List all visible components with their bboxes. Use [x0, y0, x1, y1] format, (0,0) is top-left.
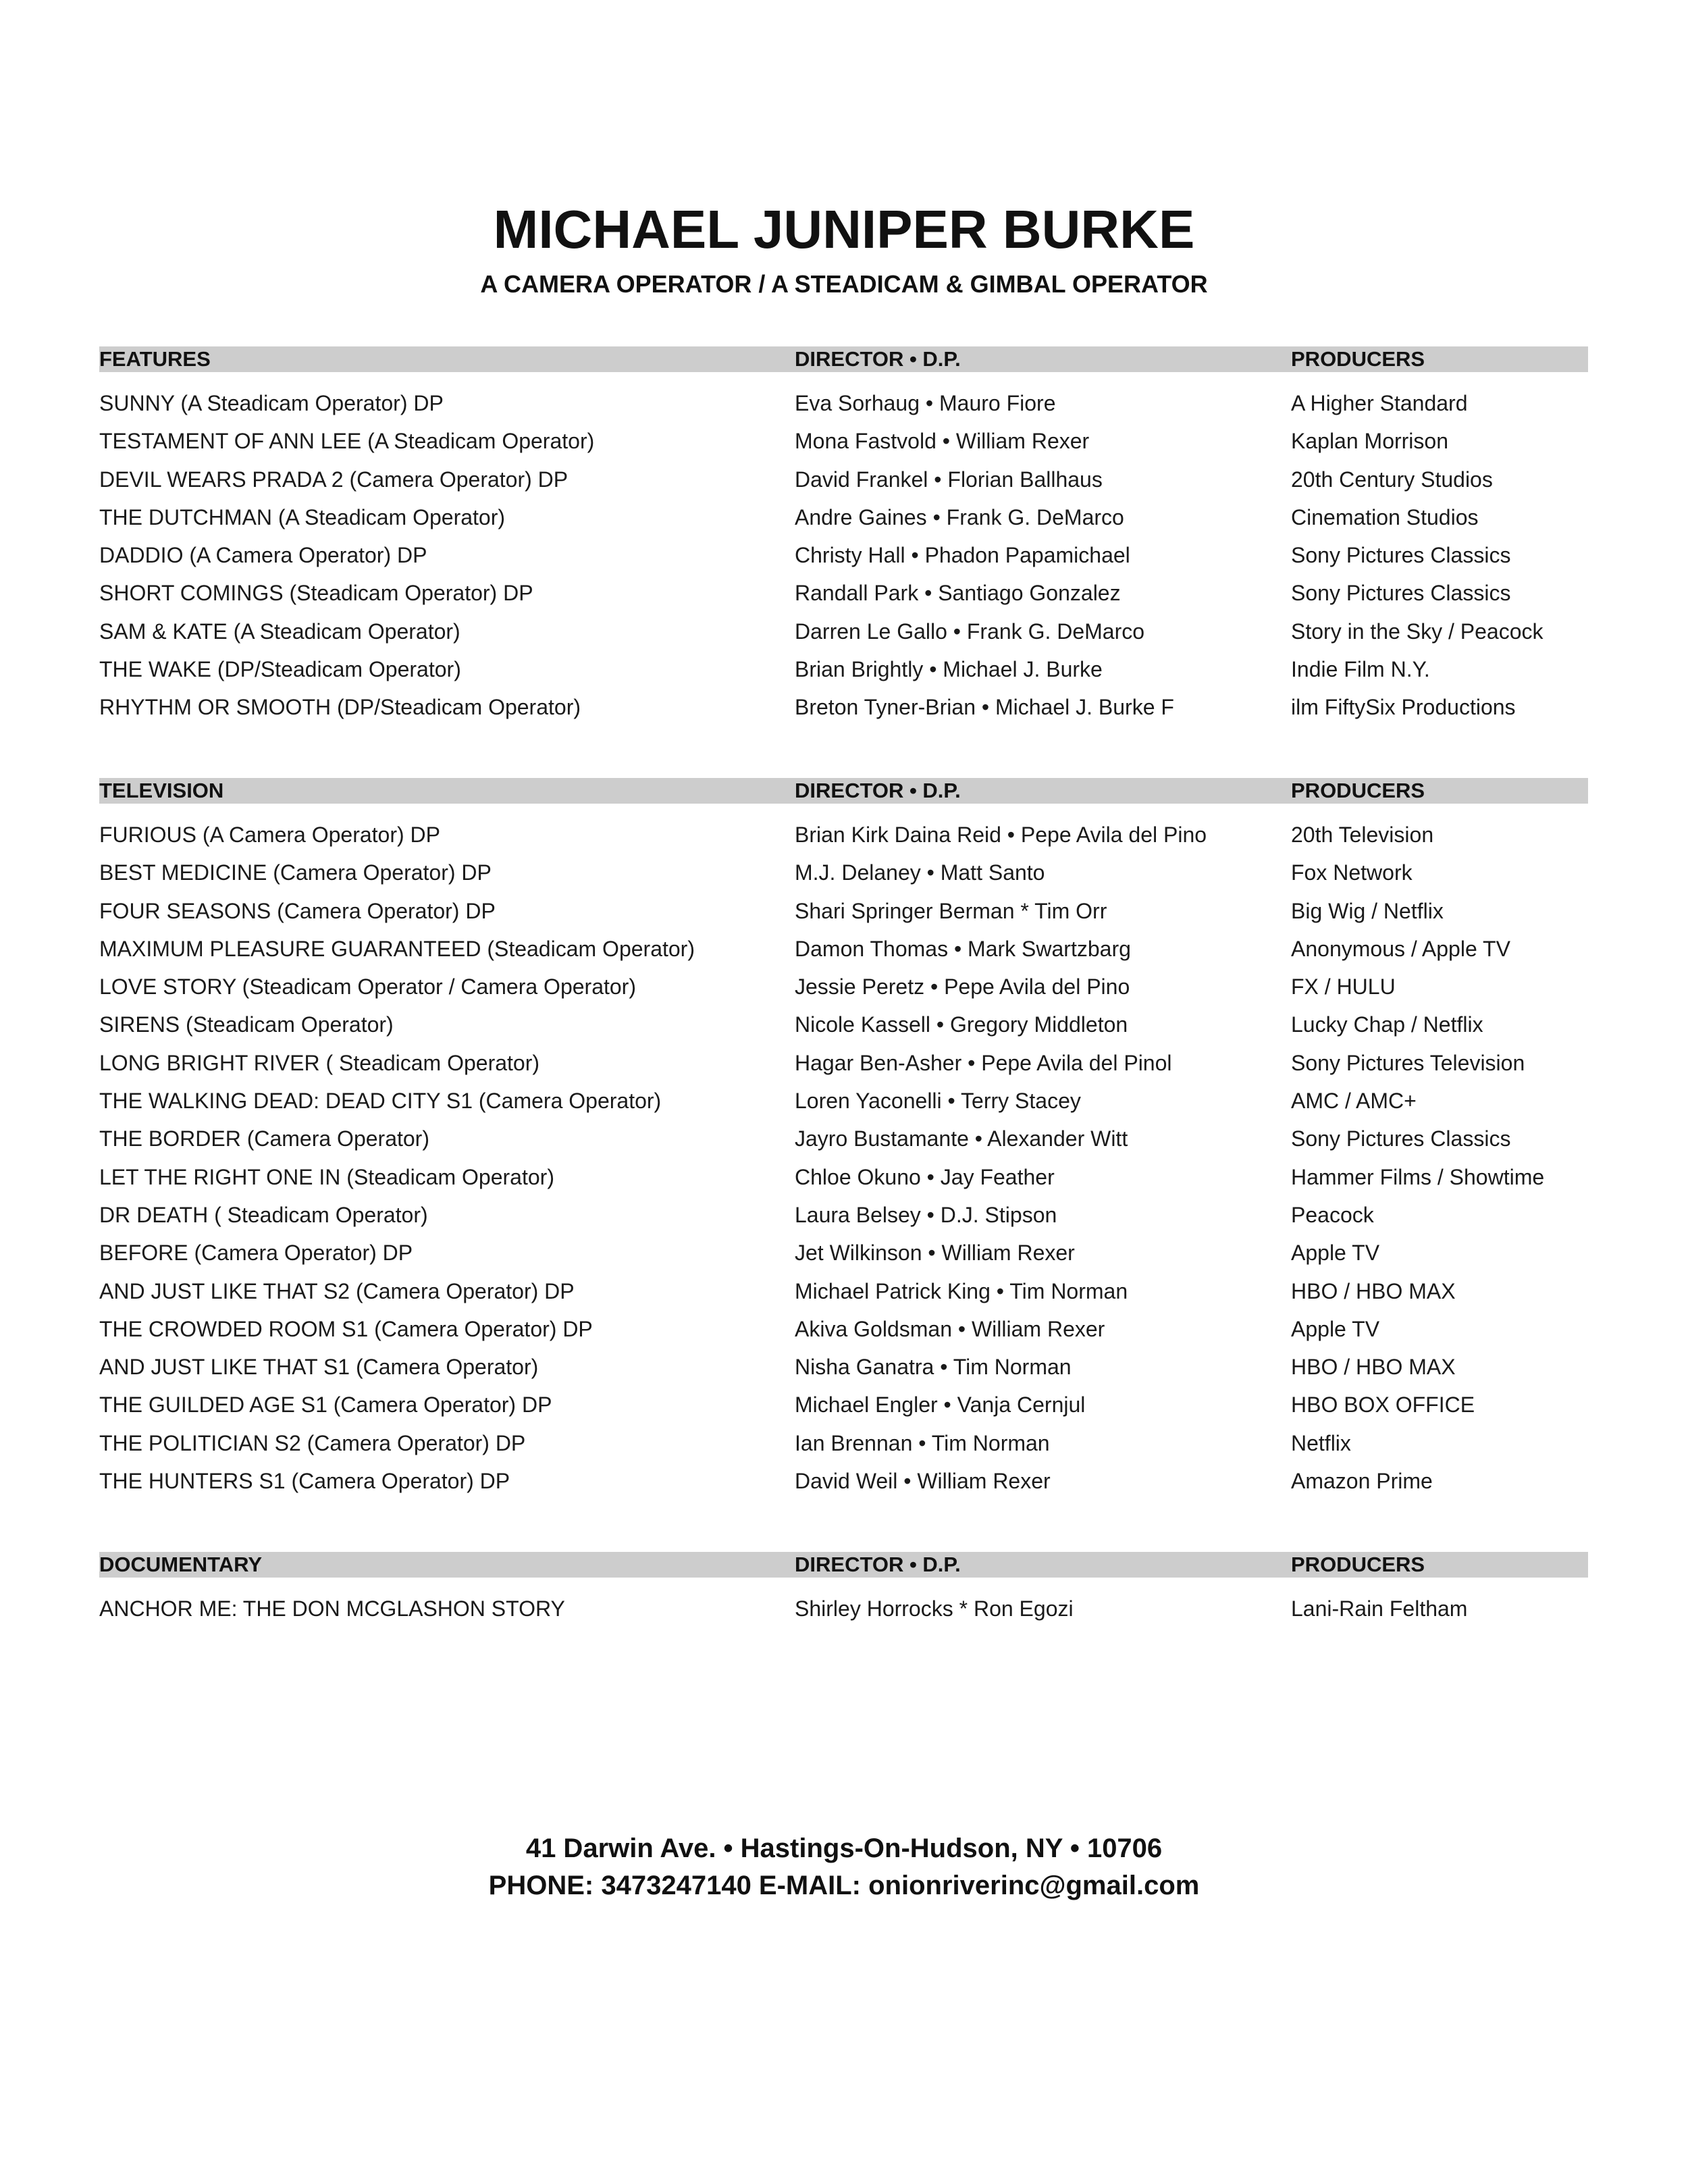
credit-producers: Netflix [1291, 1430, 1351, 1455]
section-header [99, 1552, 1588, 1578]
credit-row [99, 1353, 1588, 1391]
credit-director-dp: Shirley Horrocks * Ron Egozi [795, 1596, 1074, 1621]
credit-director-dp: Akiva Goldsman • William Rexer [795, 1316, 1105, 1341]
credit-title: THE WAKE (DP/Steadicam Operator) [99, 657, 461, 682]
credit-producers: Story in the Sky / Peacock [1291, 619, 1544, 644]
credit-producers: Sony Pictures Classics [1291, 543, 1511, 568]
credit-title: SUNNY (A Steadicam Operator) DP [99, 391, 444, 415]
credit-director-dp: Darren Le Gallo • Frank G. DeMarco [795, 619, 1145, 644]
features-section [99, 346, 1588, 732]
credit-row [99, 1239, 1588, 1277]
job-title: A CAMERA OPERATOR / A STEADICAM & GIMBAL OPERATOR [480, 270, 1208, 298]
credit-title: BEST MEDICINE (Camera Operator) DP [99, 860, 492, 885]
credit-row [99, 1316, 1588, 1353]
credit-director-dp: Mona Fastvold • William Rexer [795, 429, 1090, 454]
credit-title: SAM & KATE (A Steadicam Operator) [99, 619, 460, 644]
credit-producers: HBO BOX OFFICE [1291, 1393, 1475, 1418]
credit-director-dp: Andre Gaines • Frank G. DeMarco [795, 504, 1124, 529]
credit-director-dp: David Weil • William Rexer [795, 1469, 1051, 1494]
credit-producers: Indie Film N.Y. [1291, 657, 1430, 682]
person-name: MICHAEL JUNIPER BURKE [493, 199, 1195, 259]
credit-row [99, 390, 1588, 427]
credit-producers: A Higher Standard [1291, 391, 1468, 415]
credit-row [99, 1278, 1588, 1316]
resume-header [0, 199, 1688, 299]
credit-producers: Anonymous / Apple TV [1291, 936, 1510, 961]
credit-title: DADDIO (A Camera Operator) DP [99, 543, 427, 568]
credit-row [99, 656, 1588, 694]
credit-title: THE GUILDED AGE S1 (Camera Operator) DP [99, 1393, 552, 1418]
credit-row [99, 1595, 1588, 1633]
director-dp-heading: DIRECTOR • D.P. [795, 1553, 961, 1576]
credit-title: THE CROWDED ROOM S1 (Camera Operator) DP [99, 1316, 593, 1341]
credit-row [99, 1391, 1588, 1429]
credit-title: AND JUST LIKE THAT S1 (Camera Operator) [99, 1355, 539, 1380]
credit-producers: 20th Century Studios [1291, 467, 1493, 492]
credit-row [99, 1467, 1588, 1505]
credit-director-dp: Loren Yaconelli • Terry Stacey [795, 1089, 1081, 1114]
credit-director-dp: Christy Hall • Phadon Papamichael [795, 543, 1130, 568]
credit-producers: ilm FiftySix Productions [1291, 695, 1516, 720]
credit-title: ANCHOR ME: THE DON MCGLASHON STORY [99, 1596, 565, 1621]
credit-producers: Sony Pictures Classics [1291, 581, 1511, 606]
section-header [99, 778, 1588, 804]
credit-producers: 20th Television [1291, 823, 1434, 847]
credit-director-dp: Chloe Okuno • Jay Feather [795, 1164, 1055, 1189]
credit-director-dp: Michael Patrick King • Tim Norman [795, 1278, 1128, 1303]
credit-director-dp: Hagar Ben-Asher • Pepe Avila del Pinol [795, 1050, 1172, 1075]
credits-list [99, 390, 1588, 732]
credit-row [99, 1011, 1588, 1049]
credit-producers: Cinemation Studios [1291, 504, 1479, 529]
credit-title: AND JUST LIKE THAT S2 (Camera Operator) DP [99, 1278, 575, 1303]
credit-title: DEVIL WEARS PRADA 2 (Camera Operator) DP [99, 467, 569, 492]
credit-director-dp: Laura Belsey • D.J. Stipson [795, 1202, 1057, 1227]
producers-heading: PRODUCERS [1291, 779, 1425, 802]
section-heading: TELEVISION [99, 779, 224, 802]
credit-row [99, 898, 1588, 935]
credit-row [99, 694, 1588, 731]
credit-row [99, 973, 1588, 1011]
contact-line: PHONE: 3473247140 E-MAIL: onionriverinc@gmail.com [488, 1871, 1200, 1900]
credit-row [99, 579, 1588, 617]
credit-producers: Sony Pictures Classics [1291, 1126, 1511, 1151]
credit-director-dp: Randall Park • Santiago Gonzalez [795, 581, 1121, 606]
credit-director-dp: Jet Wilkinson • William Rexer [795, 1241, 1075, 1266]
credits-list [99, 1595, 1588, 1633]
credit-row [99, 1201, 1588, 1239]
credit-row [99, 821, 1588, 859]
credit-title: SHORT COMINGS (Steadicam Operator) DP [99, 581, 533, 606]
credit-row [99, 1087, 1588, 1125]
credit-producers: Sony Pictures Television [1291, 1050, 1525, 1075]
credit-row [99, 1125, 1588, 1163]
credit-director-dp: Breton Tyner-Brian • Michael J. Burke F [795, 695, 1174, 720]
credit-director-dp: David Frankel • Florian Ballhaus [795, 467, 1103, 492]
credit-row [99, 1164, 1588, 1201]
credit-director-dp: Shari Springer Berman * Tim Orr [795, 898, 1107, 923]
credit-producers: Hammer Films / Showtime [1291, 1164, 1545, 1189]
credit-producers: Amazon Prime [1291, 1469, 1433, 1494]
credit-title: LONG BRIGHT RIVER ( Steadicam Operator) [99, 1050, 540, 1075]
credit-title: THE WALKING DEAD: DEAD CITY S1 (Camera Operator) [99, 1089, 662, 1114]
credit-producers: Lucky Chap / Netflix [1291, 1012, 1483, 1037]
credit-director-dp: Eva Sorhaug • Mauro Fiore [795, 391, 1056, 415]
director-dp-heading: DIRECTOR • D.P. [795, 347, 961, 371]
credit-title: FURIOUS (A Camera Operator) DP [99, 823, 440, 847]
credit-producers: Apple TV [1291, 1316, 1380, 1341]
credit-producers: Big Wig / Netflix [1291, 898, 1444, 923]
credit-director-dp: Michael Engler • Vanja Cernjul [795, 1393, 1086, 1418]
contact-footer [0, 1830, 1688, 1904]
credit-row [99, 504, 1588, 542]
credit-title: LOVE STORY (Steadicam Operator / Camera Operator) [99, 974, 636, 999]
producers-heading: PRODUCERS [1291, 1553, 1425, 1576]
documentary-section [99, 1552, 1588, 1633]
credit-producers: AMC / AMC+ [1291, 1089, 1417, 1114]
credit-title: MAXIMUM PLEASURE GUARANTEED (Steadicam Operator) [99, 936, 695, 961]
credit-title: TESTAMENT OF ANN LEE (A Steadicam Operator) [99, 429, 595, 454]
credit-producers: Apple TV [1291, 1241, 1380, 1266]
credit-title: THE HUNTERS S1 (Camera Operator) DP [99, 1469, 510, 1494]
credit-title: BEFORE (Camera Operator) DP [99, 1241, 413, 1266]
credit-director-dp: Jayro Bustamante • Alexander Witt [795, 1126, 1128, 1151]
credit-producers: FX / HULU [1291, 974, 1396, 999]
credits-list [99, 821, 1588, 1505]
section-heading: FEATURES [99, 347, 211, 371]
credit-director-dp: Damon Thomas • Mark Swartzbarg [795, 936, 1131, 961]
credit-title: THE BORDER (Camera Operator) [99, 1126, 429, 1151]
credit-director-dp: Nisha Ganatra • Tim Norman [795, 1355, 1072, 1380]
credit-title: RHYTHM OR SMOOTH (DP/Steadicam Operator) [99, 695, 581, 720]
credit-producers: Fox Network [1291, 860, 1413, 885]
credit-row [99, 1049, 1588, 1087]
credit-title: THE DUTCHMAN (A Steadicam Operator) [99, 504, 506, 529]
credit-director-dp: Brian Kirk Daina Reid • Pepe Avila del Pino [795, 823, 1207, 847]
credit-title: FOUR SEASONS (Camera Operator) DP [99, 898, 496, 923]
credit-title: SIRENS (Steadicam Operator) [99, 1012, 394, 1037]
credit-title: DR DEATH ( Steadicam Operator) [99, 1202, 428, 1227]
credit-row [99, 542, 1588, 579]
credit-producers: HBO / HBO MAX [1291, 1355, 1456, 1380]
credit-title: LET THE RIGHT ONE IN (Steadicam Operator) [99, 1164, 554, 1189]
section-heading: DOCUMENTARY [99, 1553, 263, 1576]
television-section [99, 778, 1588, 1505]
credit-producers: Kaplan Morrison [1291, 429, 1448, 454]
director-dp-heading: DIRECTOR • D.P. [795, 779, 961, 802]
credit-row [99, 1430, 1588, 1467]
credit-row [99, 859, 1588, 897]
credit-producers: Lani-Rain Feltham [1291, 1596, 1468, 1621]
credit-director-dp: Jessie Peretz • Pepe Avila del Pino [795, 974, 1130, 999]
credit-row [99, 935, 1588, 973]
address-line: 41 Darwin Ave. • Hastings-On-Hudson, NY • 10706 [525, 1834, 1163, 1863]
credit-row [99, 618, 1588, 656]
credit-director-dp: M.J. Delaney • Matt Santo [795, 860, 1045, 885]
credit-row [99, 427, 1588, 465]
section-header [99, 346, 1588, 372]
credit-title: THE POLITICIAN S2 (Camera Operator) DP [99, 1430, 526, 1455]
producers-heading: PRODUCERS [1291, 347, 1425, 371]
credit-director-dp: Brian Brightly • Michael J. Burke [795, 657, 1103, 682]
credit-director-dp: Ian Brennan • Tim Norman [795, 1430, 1050, 1455]
credit-row [99, 466, 1588, 504]
credit-producers: Peacock [1291, 1202, 1374, 1227]
credit-director-dp: Nicole Kassell • Gregory Middleton [795, 1012, 1128, 1037]
credit-producers: HBO / HBO MAX [1291, 1278, 1456, 1303]
